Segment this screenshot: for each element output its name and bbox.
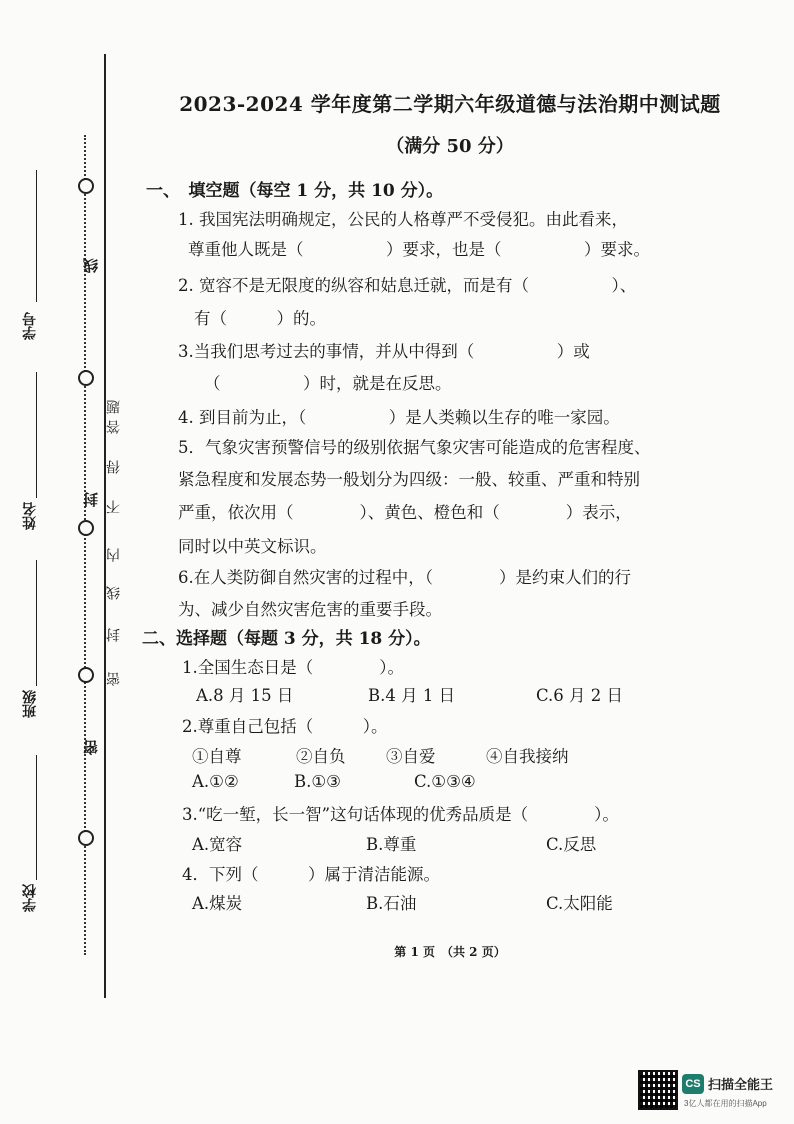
- qr-code-icon: [638, 1070, 678, 1110]
- school-label: 学校: [22, 884, 38, 912]
- question-line: 尊重他人既是（ ）要求，也是（ ）要求。: [188, 240, 650, 259]
- binding-hole: [78, 370, 94, 386]
- binding-hole: [78, 830, 94, 846]
- question-line: 2. 宽容不是无限度的纵容和姑息迁就，而是有（ ）、: [178, 276, 637, 295]
- binding-note: 密: [106, 672, 122, 686]
- question-line: 3.当我们思考过去的事情，并从中得到（ ）或: [178, 342, 590, 361]
- choice-option[interactable]: B.4 月 1 日: [368, 686, 456, 705]
- choice-option[interactable]: C.①③④: [414, 772, 476, 791]
- exam-title: 2023-2024 学年度第二学期六年级道德与法治期中测试题: [179, 92, 721, 116]
- choice-option[interactable]: C.反思: [546, 835, 597, 854]
- choice-option[interactable]: C.太阳能: [546, 894, 613, 913]
- student-number-field[interactable]: [36, 170, 37, 302]
- binding-mark: 密: [82, 740, 100, 755]
- choice-option[interactable]: A.8 月 15 日: [196, 686, 294, 705]
- binding-note: 答: [106, 420, 122, 434]
- choice-item: ②自负: [296, 747, 346, 766]
- choice-option[interactable]: A.①②: [192, 772, 239, 791]
- choice-item: ③自爱: [386, 747, 436, 766]
- school-field[interactable]: [36, 755, 37, 880]
- choice-q2-stem: 2.尊重自己包括（ ）。: [182, 717, 388, 736]
- binding-note: 封: [106, 628, 122, 642]
- binding-hole: [78, 178, 94, 194]
- binding-note: 线: [106, 586, 122, 600]
- question-line: 同时以中英文标识。: [178, 537, 327, 556]
- question-line: 有（ ）的。: [194, 309, 326, 328]
- question-line: 6.在人类防御自然灾害的过程中，（ ）是约束人们的行: [178, 568, 631, 587]
- choice-option[interactable]: A.煤炭: [192, 894, 243, 913]
- choice-item: ①自尊: [192, 747, 242, 766]
- binding-mark: 线: [82, 258, 100, 273]
- section-heading-fill-blank: 一、 填空题（每空 1 分，共 10 分）。: [146, 181, 444, 201]
- binding-mark: 封: [82, 492, 100, 507]
- class-label: 班级: [22, 690, 38, 718]
- choice-q4-stem: 4．下列（ ）属于清洁能源。: [182, 865, 440, 884]
- choice-q1-stem: 1.全国生态日是（ ）。: [182, 658, 404, 677]
- student-number-label: 学号: [22, 312, 38, 340]
- choice-item: ④自我接纳: [486, 747, 569, 766]
- choice-q3-stem: 3.“吃一堑，长一智”这句话体现的优秀品质是（ ）。: [182, 805, 619, 824]
- question-line: 1. 我国宪法明确规定，公民的人格尊严不受侵犯。由此看来，: [178, 210, 628, 229]
- binding-note: 不: [106, 500, 122, 514]
- question-line: （ ）时，就是在反思。: [204, 374, 452, 393]
- class-field[interactable]: [36, 560, 37, 686]
- question-line: 严重，依次用（ ）、黄色、橙色和（ ）表示，: [178, 503, 632, 522]
- question-line: 5．气象灾害预警信号的级别依据气象灾害可能造成的危害程度、: [178, 438, 651, 457]
- student-name-label: 姓名: [22, 502, 38, 530]
- camscanner-logo-icon: CS: [682, 1074, 704, 1094]
- question-line: 为、减少自然灾害危害的重要手段。: [178, 600, 442, 619]
- page-footer: 第 1 页 （共 2 页）: [394, 945, 506, 959]
- binding-hole: [78, 520, 94, 536]
- exam-subtitle: （满分 50 分）: [386, 136, 514, 157]
- choice-option[interactable]: A.宽容: [192, 835, 243, 854]
- camscanner-name: 扫描全能王: [708, 1077, 774, 1092]
- question-line: 紧急程度和发展态势一般划分为四级：一般、较重、严重和特别: [178, 470, 640, 489]
- question-line: 4. 到目前为止，（ ）是人类赖以生存的唯一家园。: [178, 408, 620, 427]
- camscanner-tagline: 3亿人都在用的扫描App: [684, 1099, 767, 1108]
- binding-margin-line: [104, 54, 106, 998]
- binding-note: 内: [106, 548, 122, 562]
- binding-note: 题: [106, 400, 122, 414]
- binding-note: 得: [106, 460, 122, 474]
- choice-option[interactable]: B.石油: [366, 894, 417, 913]
- choice-option[interactable]: B.①③: [294, 772, 341, 791]
- binding-hole: [78, 667, 94, 683]
- choice-option[interactable]: C.6 月 2 日: [536, 686, 624, 705]
- student-name-field[interactable]: [36, 372, 37, 498]
- choice-option[interactable]: B.尊重: [366, 835, 417, 854]
- section-heading-choice: 二、选择题（每题 3 分，共 18 分）。: [142, 629, 431, 649]
